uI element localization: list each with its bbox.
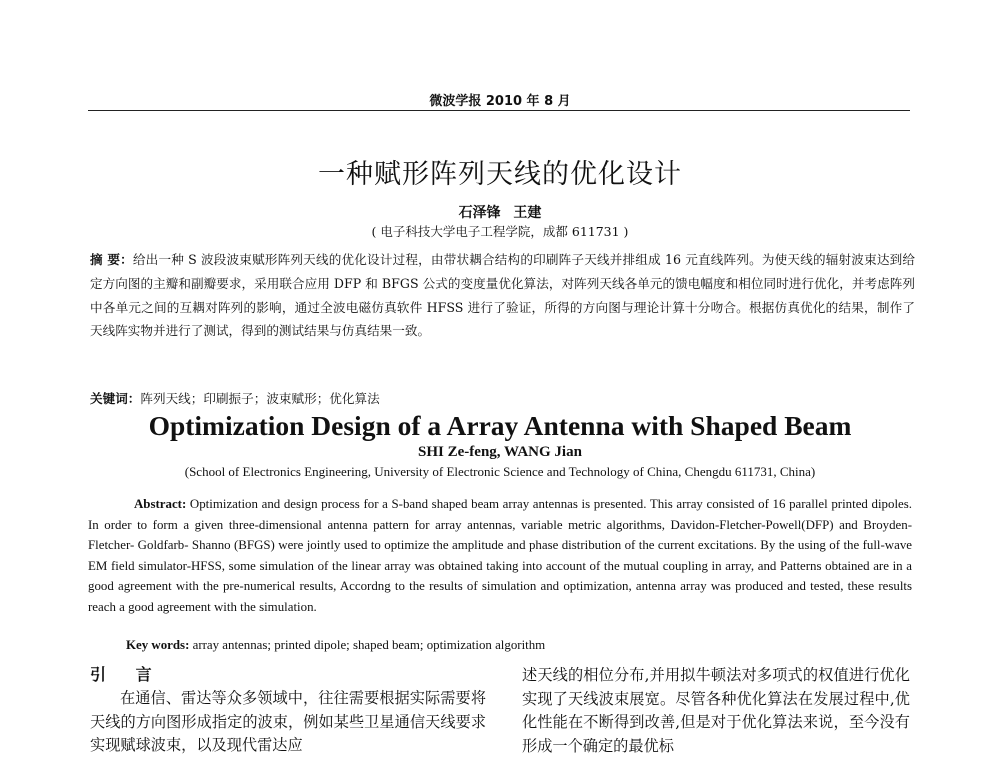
section-heading-intro: 引 言 [90, 665, 164, 684]
abstract-en [88, 494, 912, 618]
body-column-right: 述天线的相位分布,并用拟牛顿法对多项式的权值进行优化实现了天线波束展宽。尽管各种优化算法在发展过程中,优化性能在不断得到改善,但是对于优化算法来说，至今没有形成一个确定的最优标 [522, 666, 910, 755]
paper-title-en: Optimization Design of a Array Antenna with Shaped Beam [148, 410, 852, 441]
abstract-cn-label: 摘 要： [90, 252, 133, 267]
affiliation-cn: ( 电子科技大学电子工程学院，成都 611731 ) [371, 224, 629, 239]
abstract-en-label: Abstract: [134, 497, 187, 511]
keywords-cn-text: 阵列天线；印刷振子；波束赋形；优化算法 [140, 391, 380, 406]
keywords-en [126, 638, 906, 653]
header-rule [88, 110, 910, 111]
authors-cn: 石泽锋 王建 [458, 205, 542, 221]
authors-en: SHI Ze-feng, WANG Jian [418, 444, 582, 460]
running-header: 微波学报 2010 年 8 月 [429, 94, 571, 109]
affiliation-en: (School of Electronics Engineering, University of Electronic Science and Technology of China, Chengdu 611731, China) [184, 464, 816, 479]
body-column-left: 在通信、雷达等众多领域中，往往需要根据实际需要将天线的方向图形成指定的波束，例如某些卫星通信天线要求实现赋球波束，以及现代雷达应 [90, 689, 486, 754]
keywords-cn [90, 388, 915, 407]
abstract-cn [90, 248, 915, 343]
keywords-cn-label: 关键词： [90, 391, 141, 406]
paper-title-cn: 一种赋形阵列天线的优化设计 [318, 159, 682, 190]
keywords-en-label: Key words: [126, 638, 190, 652]
abstract-en-text: Optimization and design process for a S-band shaped beam array antennas is presented. This array consisted of 16 parallel printed dipoles. In order to form a given three-dimensional antenna pattern for array antennas, variable metric algorithms, Davidon-Fletcher-Powell(DFP) and Broyden-Fletcher- Goldfarb- Shanno (BFGS) were jointly used to optimize the amplitude and phase distribution of the current excitations. By the using of the full-wave EM field simulator-HFSS, some simulation of the linear array was obtained taking into account of the mutual coupling in array, and Patterns obtained are in a good agreement with the pre-numerical results, Accordng to the results of simulation and optimization, antenna array was produced and tested, these results reach a good agreement with the simulation. [88, 497, 912, 614]
keywords-en-text: array antennas; printed dipole; shaped beam; optimization algorithm [192, 638, 546, 652]
abstract-cn-text: 给出一种 S 波段波束赋形阵列天线的优化设计过程，由带状耦合结构的印刷阵子天线并排组成 16 元直线阵列。为使天线的辐射波束达到给定方向图的主瓣和副瓣要求，采用联合应用 DFP 和 BFGS 公式的变度量优化算法，对阵列天线各单元的馈电幅度和相位同时进行优化，并考虑阵列中各单元之间的互耦对阵列的影响，通过全波电磁仿真软件 HFSS 进行了验证，所得的方向图与理论计算十分吻合。根据仿真优化的结果，制作了天线阵实物并进行了测试，得到的测试结果与仿真结果一致。 [90, 252, 915, 339]
